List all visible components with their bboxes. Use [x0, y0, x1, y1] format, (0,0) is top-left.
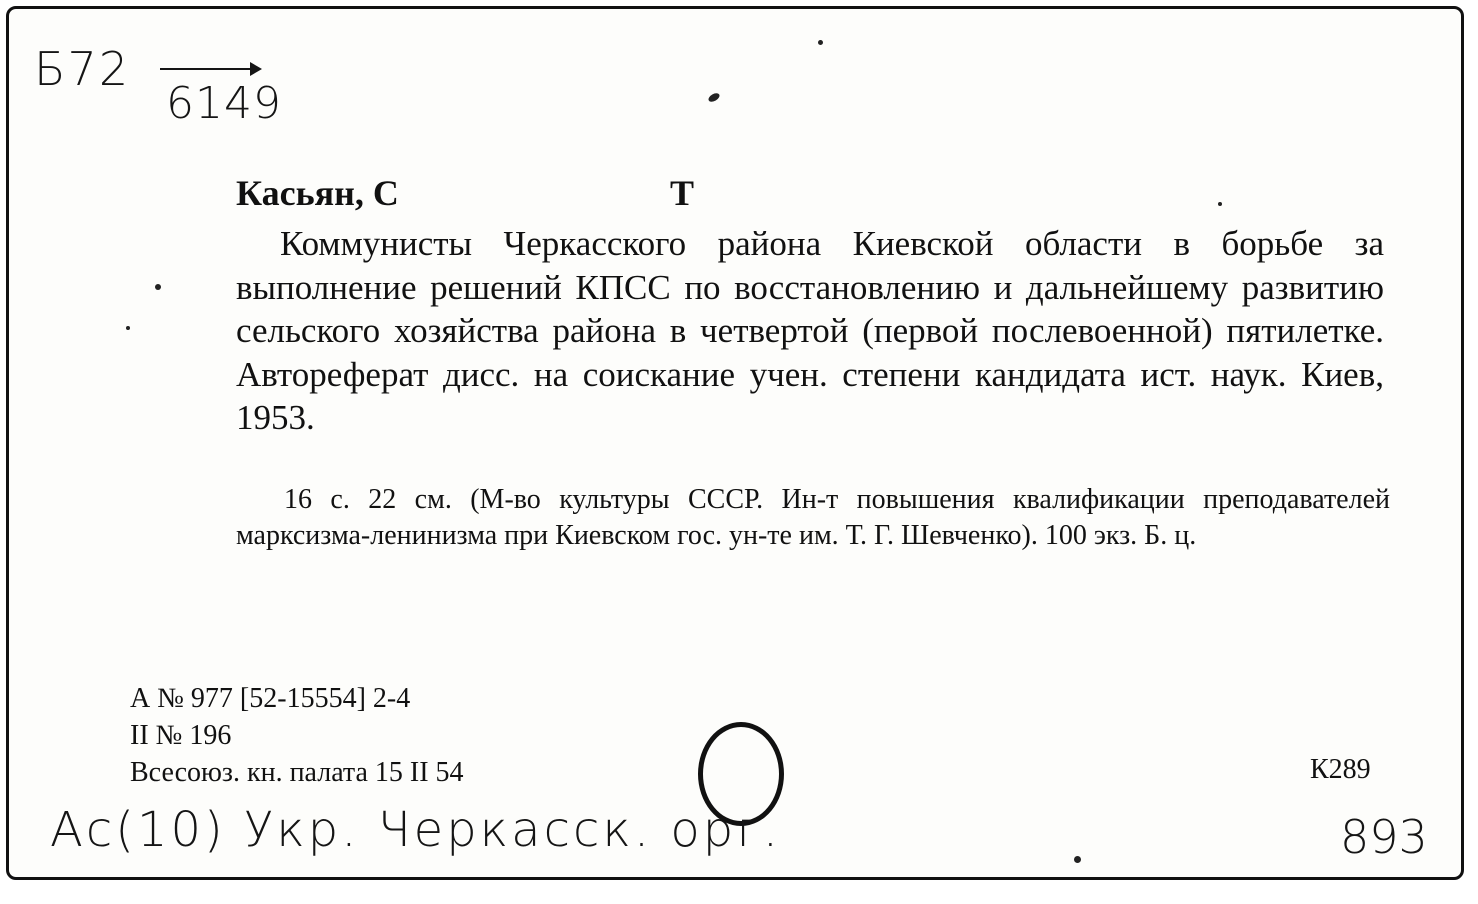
author-initial: Т: [670, 173, 695, 213]
speck: [1074, 856, 1081, 863]
imprint-details: 16 с. 22 см. (М-во культуры СССР. Ин-т повышения квалификации преподавателей марксизма-ленинизма при Киевском гос. ун-те им. Т. Г. Шевченко). 100 экз. Б. ц.: [236, 484, 1390, 551]
arrow-icon: [160, 68, 260, 70]
handwritten-bottom-note: Ас(10) Укр. Черкасск. орг.: [50, 802, 782, 858]
speck: [818, 40, 823, 45]
catalog-meta: [130, 680, 464, 791]
title-annotation: Коммунисты Черкасского района Киевской области в борьбе за выполнение решений КПСС по восстановлению и дальнейшему развитию сельского хозяйства района в четвертой (первой послевоенной) пятилетке. Автореферат дисс. на соискание учен. степени кандидата ист. наук. Киев, 1953.: [236, 224, 1384, 437]
speck: [126, 326, 130, 330]
handwritten-bottom-right: 893: [1340, 810, 1428, 864]
speck: [155, 284, 161, 290]
speck: [1218, 202, 1222, 206]
catalog-line-3: Всесоюз. кн. палата 15 II 54: [130, 757, 464, 788]
handwritten-shelfmark: Б72: [34, 42, 131, 96]
author-name: Касьян, С: [236, 173, 399, 213]
catalog-line-2: II № 196: [130, 720, 232, 751]
handwritten-shelfmark-sub: 6149: [166, 78, 282, 129]
catalog-code: К289: [1310, 754, 1371, 785]
catalog-line-1: А № 977 [52-15554] 2-4: [130, 683, 411, 714]
